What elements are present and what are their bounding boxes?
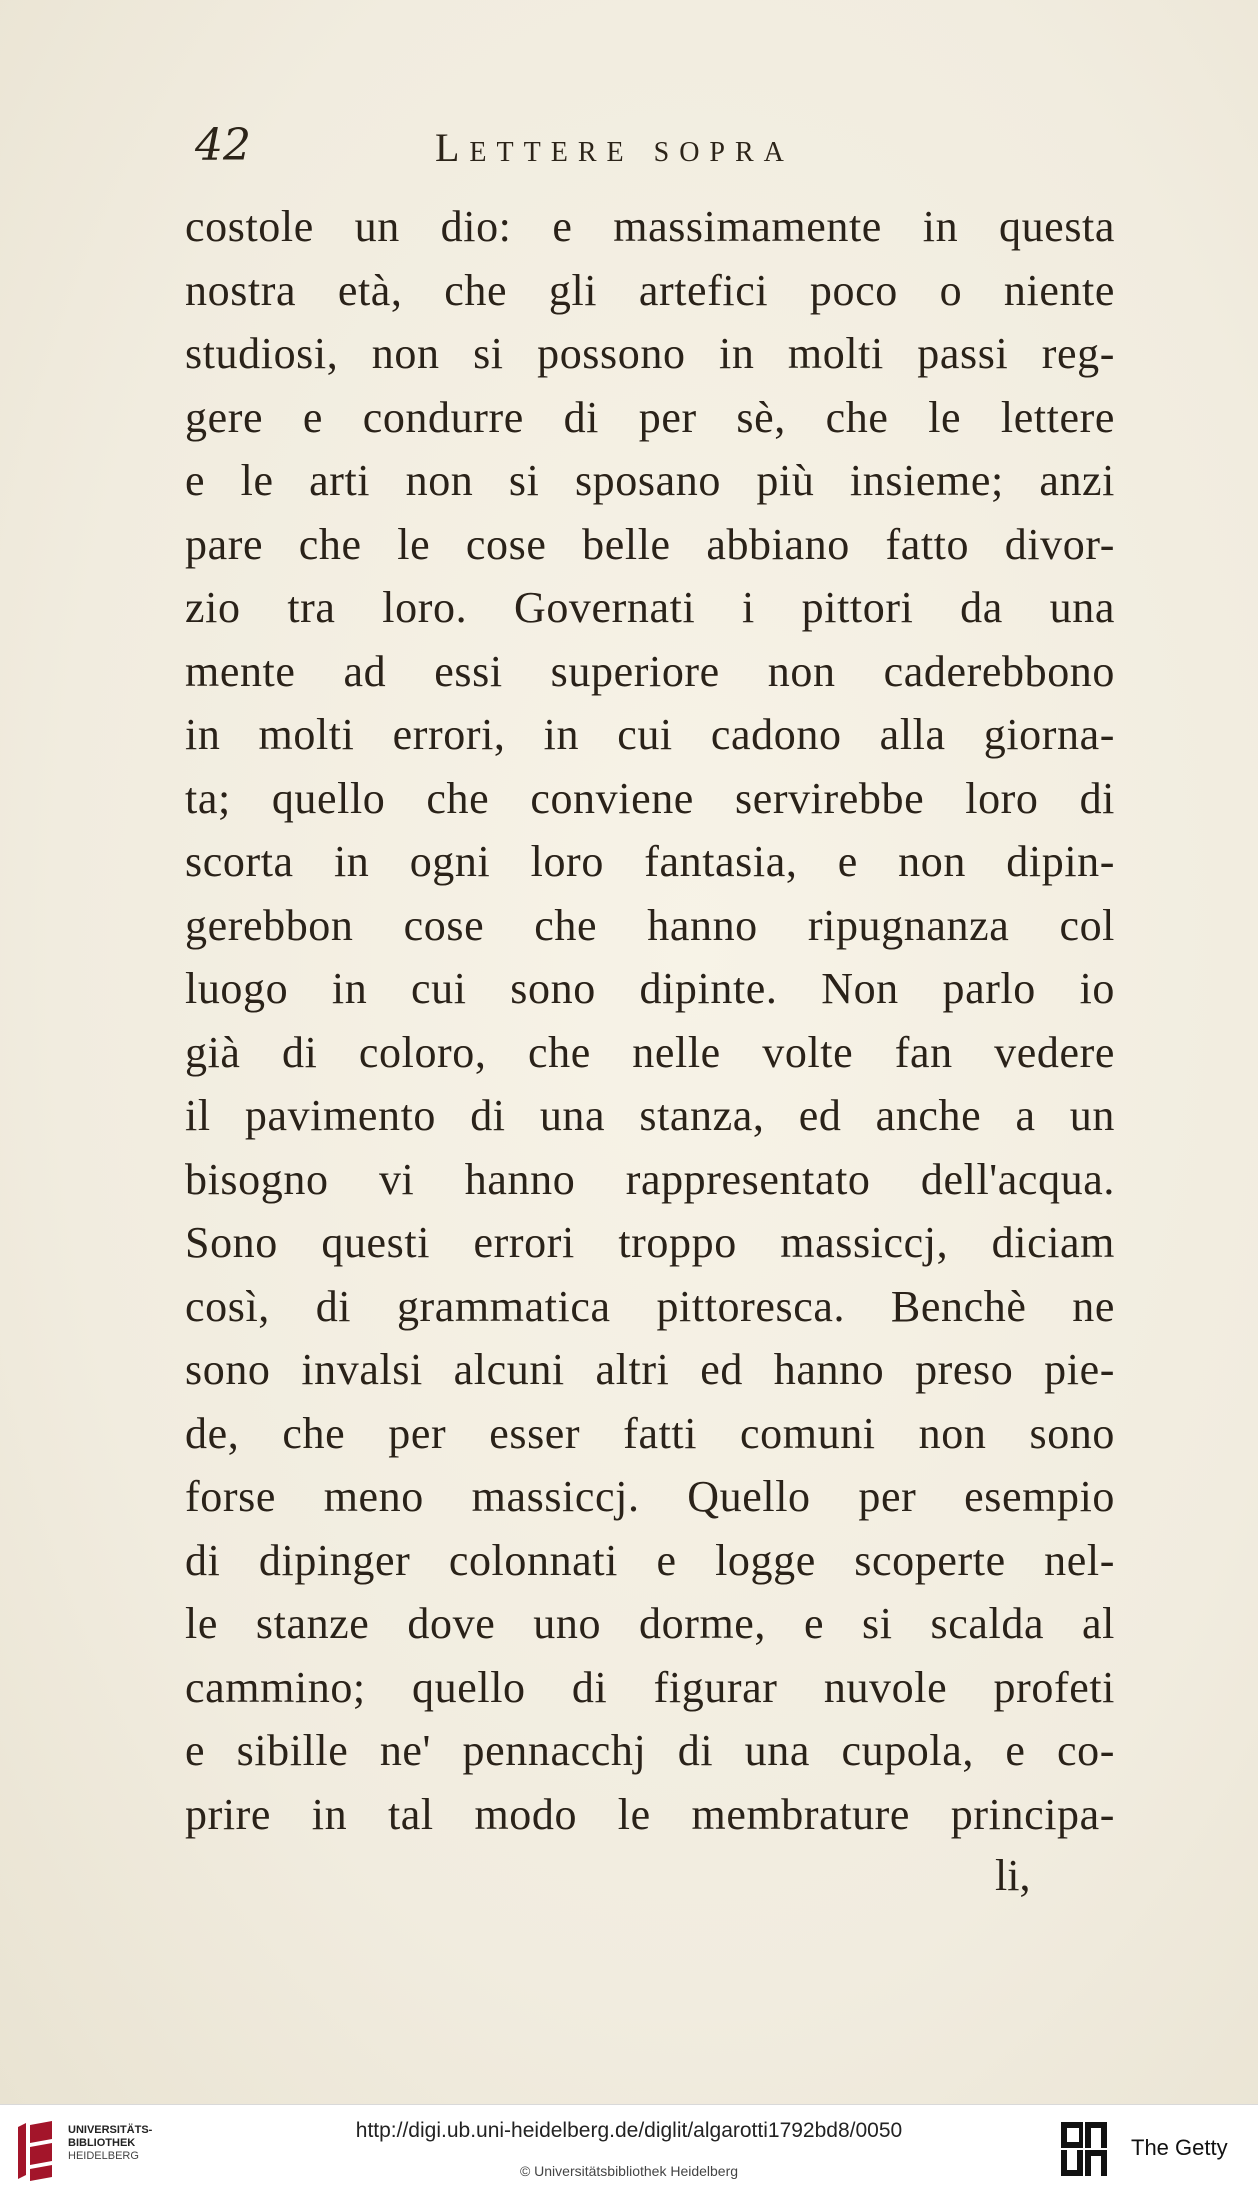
uni-heidelberg-logo-icon[interactable] — [12, 2119, 58, 2181]
library-name-line: HEIDELBERG — [68, 2150, 139, 2162]
library-name — [68, 2124, 152, 2163]
text-line: forse meno massiccj. Quello per esempio — [185, 1472, 1115, 1521]
text-line: ta; quello che conviene servirebbe loro di — [185, 773, 1115, 823]
copyright-notice: © Universitätsbibliothek Heidelberg — [519, 2163, 739, 2179]
text-line: le stanze dove uno dorme, e si scalda al — [185, 1599, 1115, 1648]
text-line: il pavimento di una stanza, ed anche a un — [185, 1091, 1115, 1140]
text-line: de, che per esser fatti comuni non sono — [185, 1408, 1115, 1458]
text-line: cammino; quello di figurar nuvole profeti — [185, 1662, 1115, 1712]
page-header — [195, 120, 1115, 190]
text-line: prire in tal modo le membrature principa- — [185, 1789, 1115, 1839]
getty-logo-icon[interactable] — [1059, 2120, 1109, 2178]
text-line: luogo in cui sono dipinte. Non parlo io — [185, 964, 1115, 1013]
body-text — [185, 195, 1115, 1846]
text-line: di dipinger colonnati e logge scoperte nel- — [185, 1535, 1115, 1585]
permalink-url[interactable]: http://digi.ub.uni-heidelberg.de/diglit/algarotti1792bd8/0050 — [355, 2119, 903, 2142]
text-line: bisogno vi hanno rappresentato dell'acqua. — [185, 1154, 1115, 1204]
text-line: nostra età, che gli artefici poco o niente — [185, 265, 1115, 315]
running-head: Lettere sopra — [435, 125, 794, 170]
catchword: li, — [995, 1851, 1031, 1900]
text-line: già di coloro, che nelle volte fan vedere — [185, 1027, 1115, 1077]
partner-name[interactable]: The Getty — [1131, 2135, 1228, 2160]
text-line: pare che le cose belle abbiano fatto divor- — [185, 519, 1115, 569]
text-line: sono invalsi alcuni altri ed hanno preso pie- — [185, 1345, 1115, 1394]
text-line: gere e condurre di per sè, che le lettere — [185, 392, 1115, 442]
text-line: mente ad essi superiore non caderebbono — [185, 646, 1115, 696]
text-line: e le arti non si sposano più insieme; anzi — [185, 456, 1115, 505]
library-name-line: BIBLIOTHEK — [68, 2137, 136, 2149]
text-line: studiosi, non si possono in molti passi reg- — [185, 329, 1115, 378]
text-line: e sibille ne' pennacchj di una cupola, e co- — [185, 1726, 1115, 1775]
footer-bar — [0, 2104, 1258, 2194]
page-number: 42 — [195, 120, 251, 171]
library-name-line: UNIVERSITÄTS- — [68, 2124, 153, 2136]
text-line: costole un dio: e massimamente in questa — [185, 202, 1115, 251]
text-line: scorta in ogni loro fantasia, e non dipin- — [185, 837, 1115, 886]
text-line: in molti errori, in cui cadono alla giorna- — [185, 710, 1115, 759]
text-line: gerebbon cose che hanno ripugnanza col — [185, 900, 1115, 950]
text-line: così, di grammatica pittoresca. Benchè ne — [185, 1281, 1115, 1331]
text-line: Sono questi errori troppo massiccj, diciam — [185, 1218, 1115, 1267]
text-line: zio tra loro. Governati i pittori da una — [185, 583, 1115, 632]
